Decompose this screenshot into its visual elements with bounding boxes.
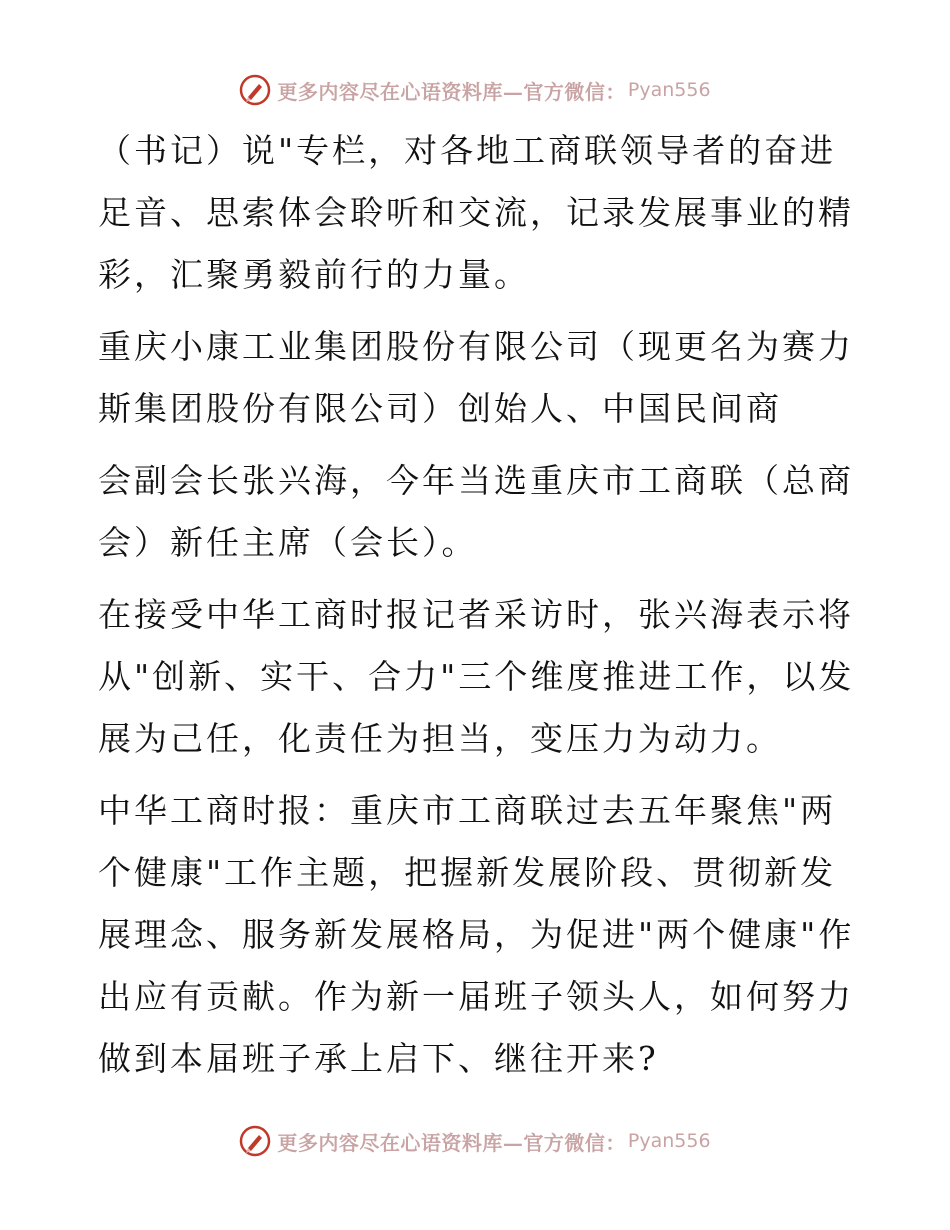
watermark-wechat-id: Pyan556	[627, 79, 711, 101]
pen-logo-icon	[239, 74, 271, 106]
pen-logo-icon	[239, 1125, 271, 1157]
watermark-wechat-id: Pyan556	[627, 1130, 711, 1152]
paragraph-intro: （书记）说"专栏，对各地工商联领导者的奋进足音、思索体会聆听和交流，记录发展事业的精彩，汇聚勇毅前行的力量。	[98, 131, 854, 294]
paragraph-question: 中华工商时报：重庆市工商联过去五年聚焦"两个健康"工作主题，把握新发展阶段、贯彻新发展理念、服务新发展格局，为促进"两个健康"作出应有贡献。作为新一届班子领头人，如何努力做到本届班子承上启下、继往开来?	[98, 791, 855, 1078]
header-watermark	[0, 70, 950, 110]
watermark-text: 更多内容尽在心语资料库—官方微信：	[277, 79, 626, 104]
document-body	[98, 120, 858, 1100]
footer-watermark	[0, 1121, 950, 1161]
paragraph-election: 会副会长张兴海，今年当选重庆市工商联（总商会）新任主席（会长）。	[98, 461, 854, 562]
paragraph-company: 重庆小康工业集团股份有限公司（现更名为赛力斯集团股份有限公司）创始人、中国民间商	[98, 327, 854, 428]
watermark-text: 更多内容尽在心语资料库—官方微信：	[277, 1130, 626, 1155]
paragraph-interview: 在接受中华工商时报记者采访时，张兴海表示将从"创新、实干、合力"三个维度推进工作，以发展为己任，化责任为担当，变压力为动力。	[98, 595, 855, 758]
